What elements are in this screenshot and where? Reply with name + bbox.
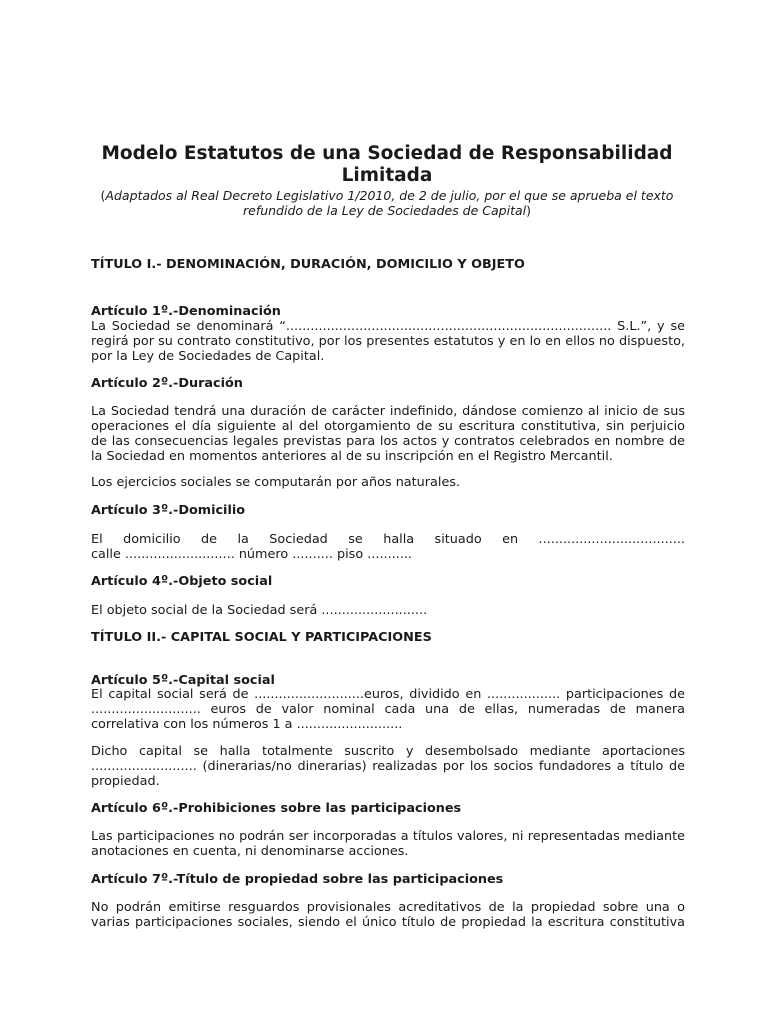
articulo-6-text: Las participaciones no podrán ser incorporadas a títulos valores, ni representadas mediante anotaciones en cuenta, ni denominarse acciones. [91, 829, 685, 859]
articulo-5-text-2: Dicho capital se halla totalmente suscrito y desembolsado mediante aportaciones .......................... (dinerarias/no dinerarias) realizadas por los socios fundadores a título de propiedad. [91, 744, 685, 789]
articulo-4-heading: Artículo 4º.-Objeto social [91, 574, 273, 589]
articulo-7-heading: Artículo 7º.-Título de propiedad sobre las participaciones [91, 872, 504, 887]
articulo-7-text: No podrán emitirse resguardos provisionales acreditativos de la propiedad sobre una o varias participaciones sociales, siendo el único título de propiedad la escritura constitutiva [91, 900, 685, 930]
titulo-2-heading: TÍTULO II.- CAPITAL SOCIAL Y PARTICIPACIONES [91, 630, 432, 645]
subtitle-close-paren: ) [526, 203, 531, 218]
articulo-4-text: El objeto social de la Sociedad será .......................... [91, 603, 428, 618]
articulo-3-heading: Artículo 3º.-Domicilio [91, 503, 246, 518]
articulo-2-text-2: Los ejercicios sociales se computarán por años naturales. [91, 475, 461, 490]
articulo-2-text: La Sociedad tendrá una duración de carácter indefinido, dándose comienzo al inicio de sus operaciones el día siguiente al del otorgamiento de su escritura constitutiva, sin perjuicio de las consecuencias legales previstas para los actos y contratos celebrados en nombre de la Sociedad en momentos anteriores al de su inscripción en el Registro Mercantil. [91, 404, 685, 464]
document-subtitle [90, 188, 684, 218]
subtitle-open-paren: ( [100, 188, 106, 203]
articulo-1-heading: Artículo 1º.-Denominación [91, 304, 281, 319]
subtitle-text: Adaptados al Real Decreto Legislativo 1/2010, de 2 de julio, por el que se aprueba el texto refundido de la Ley de Sociedades de Capital [105, 188, 674, 218]
articulo-6-heading: Artículo 6º.-Prohibiciones sobre las participaciones [91, 801, 462, 816]
articulo-1-text: La Sociedad se denominará “................................................................................ S.L.”, y se regirá por su contrato constitutivo, por los presentes estatutos y en lo en ellos no dispuesto, por la Ley de Sociedades de Capital. [91, 319, 685, 364]
titulo-1-heading: TÍTULO I.- DENOMINACIÓN, DURACIÓN, DOMICILIO Y OBJETO [91, 257, 525, 272]
articulo-5-text: El capital social será de ...........................euros, dividido en .................. participaciones de ........................... euros de valor nominal cada una de ellas, numeradas de manera correlativa con los números 1 a .......................... [91, 687, 685, 732]
articulo-5-heading: Artículo 5º.-Capital social [91, 673, 275, 688]
articulo-3-line-2: calle ........................... número .......... piso ........... [91, 547, 412, 562]
articulo-3-line-1: El domicilio de la Sociedad se halla situado en .................................... [91, 532, 685, 547]
document-title: Modelo Estatutos de una Sociedad de Responsabilidad Limitada [101, 143, 673, 186]
articulo-2-heading: Artículo 2º.-Duración [91, 376, 243, 391]
